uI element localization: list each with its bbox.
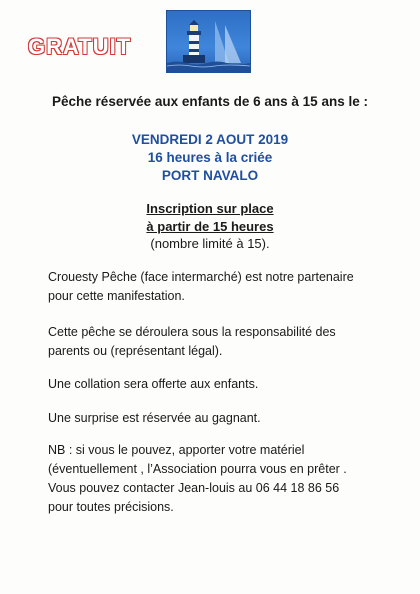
event-block xyxy=(0,131,420,185)
nb-line-3: Vous pouvez contacter Jean-louis au 06 44 18 86 56 xyxy=(48,481,340,495)
surprise-line: Une surprise est réservée au gagnant. xyxy=(48,411,261,425)
inscription-time: à partir de 15 heures xyxy=(146,218,274,234)
nb-line-1: NB : si vous le pouvez, apporter votre matériel xyxy=(48,443,305,457)
surprise-paragraph xyxy=(48,409,393,428)
inscription-limit: (nombre limité à 15). xyxy=(150,236,270,251)
nb-line-4: pour toutes précisions. xyxy=(48,500,174,514)
free-badge: GRATUIT xyxy=(28,34,132,59)
partner-paragraph xyxy=(48,268,393,306)
inscription-block xyxy=(0,200,420,253)
snack-paragraph xyxy=(48,375,393,394)
responsibility-line-1: Cette pêche se déroulera sous la responsabilité des xyxy=(48,325,336,339)
partner-line-1: Crouesty Pêche (face intermarché) est notre partenaire xyxy=(48,270,354,284)
event-time-place: 16 heures à la criée xyxy=(147,150,273,165)
lighthouse-icon xyxy=(167,11,250,72)
nb-paragraph xyxy=(48,441,393,517)
event-date: VENDREDI 2 AOUT 2019 xyxy=(131,132,289,147)
nb-line-2: (éventuellement , l’Association pourra vous en prêter . xyxy=(48,462,347,476)
intro-heading: Pêche réservée aux enfants de 6 ans à 15 ans le : xyxy=(52,94,368,109)
responsibility-paragraph xyxy=(48,323,393,361)
lighthouse-logo xyxy=(166,10,251,73)
inscription-title: Inscription sur place xyxy=(146,201,274,216)
event-location: PORT NAVALO xyxy=(161,168,259,183)
responsibility-line-2: parents ou (représentant légal). xyxy=(48,344,223,358)
partner-line-2: pour cette manifestation. xyxy=(48,289,185,303)
snack-line: Une collation sera offerte aux enfants. xyxy=(48,377,259,391)
